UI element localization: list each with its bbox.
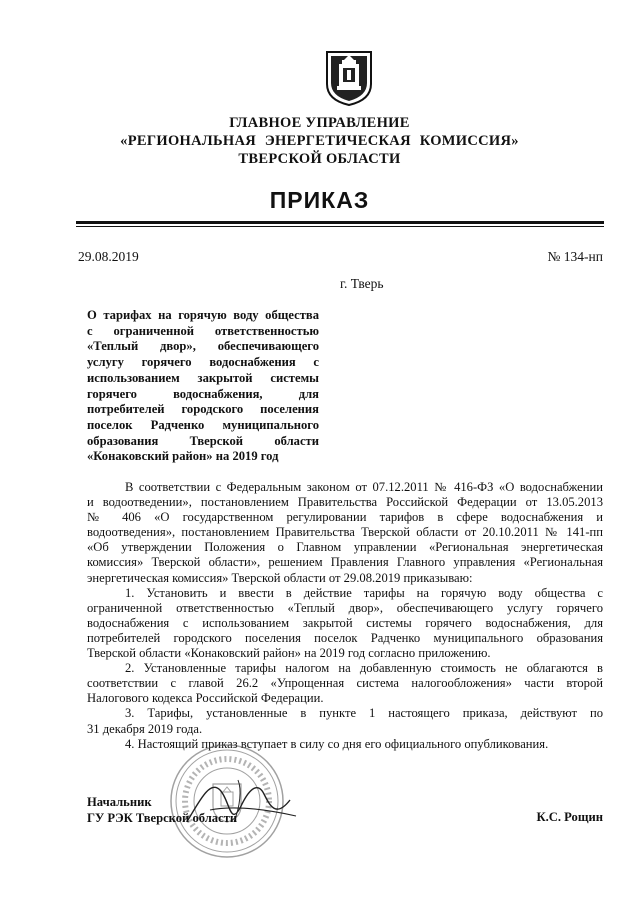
document-number: № 134-нп bbox=[547, 249, 603, 264]
signatory-position bbox=[87, 795, 237, 826]
subject-line: поселок Радченко муниципального bbox=[87, 417, 319, 432]
subject-line: горячего водоснабжения, для bbox=[87, 386, 319, 401]
document-date: 29.08.2019 bbox=[78, 249, 139, 264]
body-line: Налогового кодекса Российской Федерации. bbox=[87, 691, 324, 706]
body-line: 1. Установить и ввести в действие тарифы на горячую воду общества с bbox=[125, 585, 603, 600]
subject-line: «Конаковский район» на 2019 год bbox=[87, 449, 279, 464]
body-line: 2. Установленные тарифы налогом на добавленную стоимость не облагаются в bbox=[125, 661, 603, 676]
issuer-header bbox=[0, 114, 639, 168]
body-line: 31 декабря 2019 года. bbox=[87, 721, 203, 736]
document-type-title: ПРИКАЗ bbox=[269, 187, 370, 213]
body-line: ограниченной ответственностью «Теплый двор», обеспечивающего услугу горячего bbox=[87, 600, 603, 615]
subject-line: услугу горячего водоснабжения с bbox=[87, 355, 319, 370]
body-line: водоснабжения с использованием закрытой системы горячего водоснабжения, для bbox=[87, 615, 603, 630]
subject-line: использованием закрытой системы bbox=[87, 370, 319, 385]
issuer-line-2: «РЕГИОНАЛЬНАЯ ЭНЕРГЕТИЧЕСКАЯ КОМИССИЯ» bbox=[120, 133, 519, 149]
body-line: Тверской области «Конаковский район» на 2019 год согласно приложению. bbox=[87, 646, 491, 661]
body-line: 4. Настоящий приказ вступает в силу со дня его официального опубликования. bbox=[125, 736, 549, 751]
document-body bbox=[87, 480, 603, 752]
coat-of-arms-icon bbox=[325, 50, 373, 106]
signatory-title-line-2: ГУ РЭК Тверской области bbox=[87, 810, 238, 825]
body-line: 3. Тарифы, установленные в пункте 1 настоящего приказа, действуют по bbox=[125, 706, 603, 721]
header-rule-thick bbox=[76, 221, 604, 224]
header-rule-thin bbox=[76, 226, 604, 227]
body-line: и водоотведении», постановлением Правительства Российской Федерации от 13.05.2013 bbox=[87, 495, 603, 510]
subject-line: О тарифах на горячую воду общества bbox=[87, 308, 319, 322]
signatory-name: К.С. Рощин bbox=[536, 810, 603, 824]
subject-line: с ограниченной ответственностью bbox=[87, 323, 319, 338]
body-line: «Об утверждении Положения о Главном управлении «Региональная энергетическая bbox=[87, 540, 603, 555]
body-line: энергетическая комиссия» Тверской области от 29.08.2019 приказываю: bbox=[87, 570, 473, 585]
body-line: комиссия» Тверской области», решением Правления Главного управления «Региональная bbox=[87, 555, 603, 570]
body-line: водоотведения», постановлением Правительства Тверской области от 20.10.2011 № 141-пп bbox=[87, 525, 603, 540]
signatory-title-line-1: Начальник bbox=[87, 795, 152, 809]
document-subject bbox=[87, 308, 319, 465]
subject-line: «Теплый двор», обеспечивающего bbox=[87, 339, 319, 354]
body-line: № 406 «О государственном регулировании тарифов в сфере водоснабжения и bbox=[87, 510, 603, 525]
body-line: соответствии с главой 26.2 «Упрощенная система налогообложения» части второй bbox=[87, 676, 603, 691]
subject-line: образования Тверской области bbox=[87, 433, 319, 448]
issuer-line-3: ТВЕРСКОЙ ОБЛАСТИ bbox=[238, 151, 401, 167]
body-line: В соответствии с Федеральным законом от 07.12.2011 № 416-ФЗ «О водоснабжении bbox=[125, 480, 603, 494]
body-line: потребителей городского поселения поселок Радченко муниципального образования bbox=[87, 630, 603, 645]
subject-line: потребителей городского поселения bbox=[87, 402, 319, 417]
document-city: г. Тверь bbox=[340, 276, 384, 291]
issuer-line-1: ГЛАВНОЕ УПРАВЛЕНИЕ bbox=[229, 115, 410, 131]
